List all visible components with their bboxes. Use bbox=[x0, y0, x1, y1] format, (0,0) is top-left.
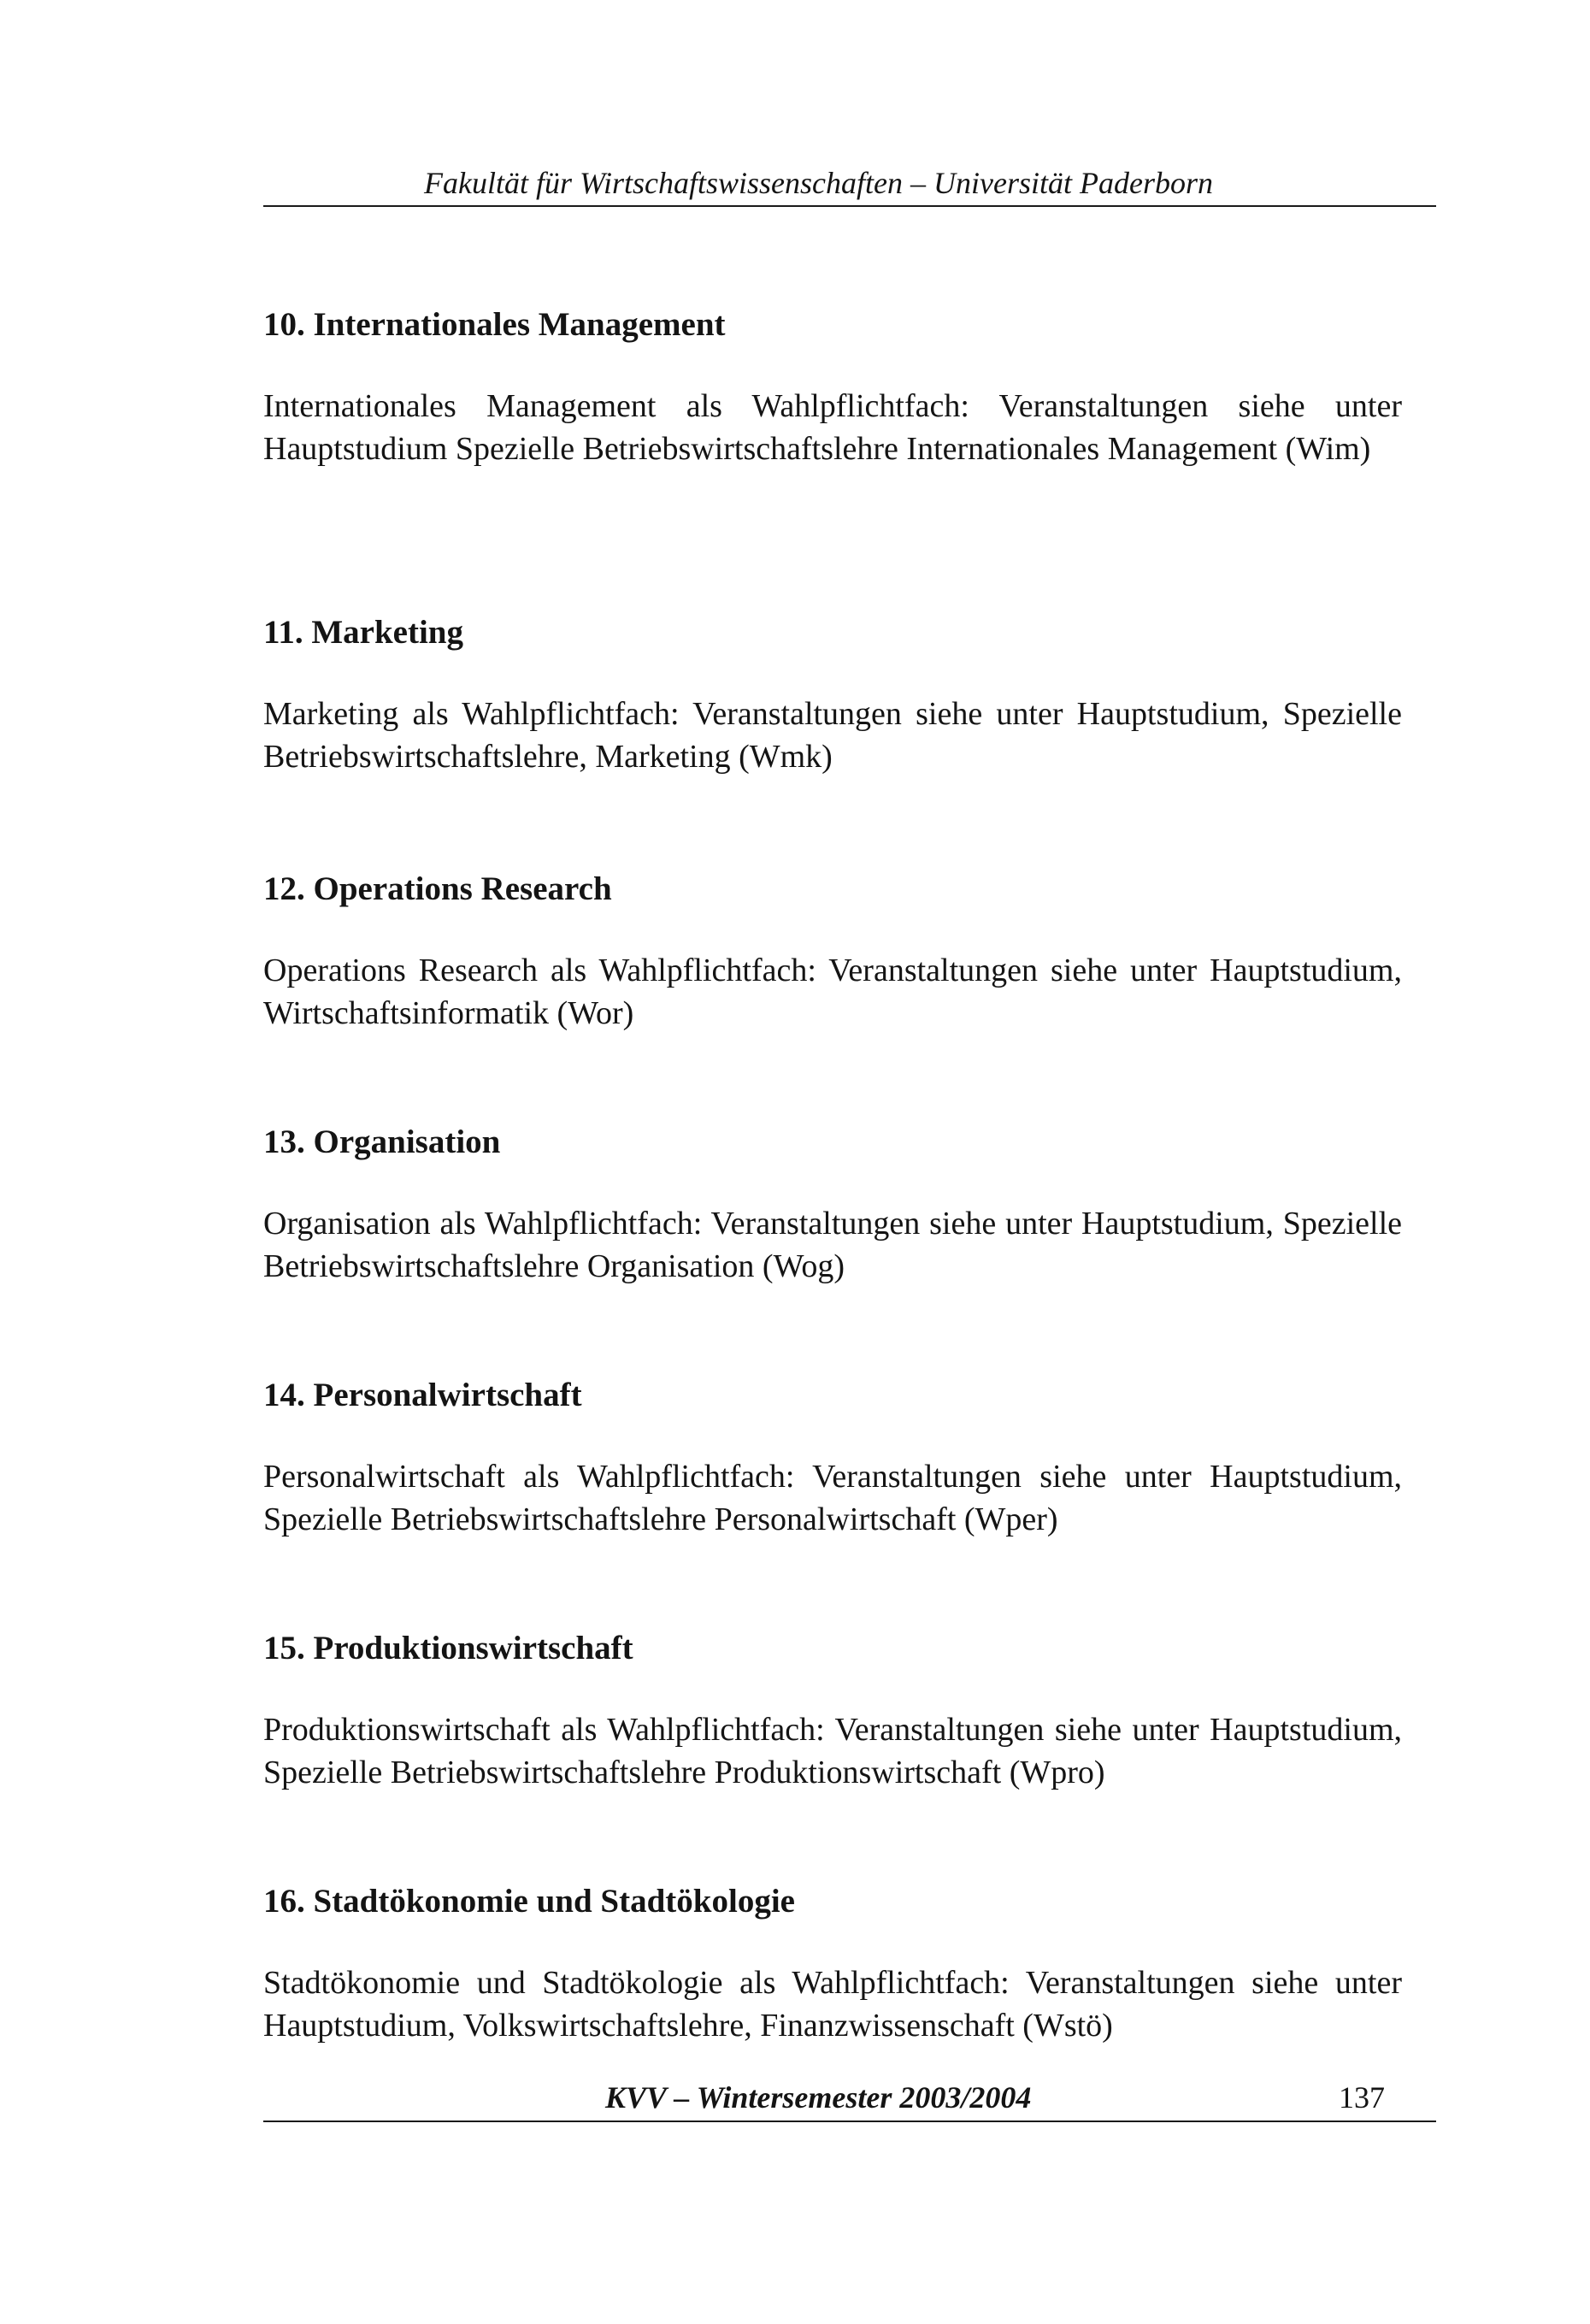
section-marketing bbox=[263, 612, 1402, 778]
section-body: Stadtökonomie und Stadtökologie als Wahlpflichtfach: Veranstaltungen siehe unter Hauptstudium, Volkswirtschaftslehre, Finanzwissenschaft (Wstö) bbox=[263, 1965, 1402, 2044]
section-body: Organisation als Wahlpflichtfach: Veranstaltungen siehe unter Hauptstudium, Spezielle Betriebswirtschaftslehre Organisation (Wog) bbox=[263, 1206, 1402, 1284]
section-heading: 13. Organisation bbox=[263, 1124, 501, 1160]
section-body: Operations Research als Wahlpflichtfach: Veranstaltungen siehe unter Hauptstudium, Wirtschaftsinformatik (Wor) bbox=[263, 953, 1402, 1031]
section-produktionswirtschaft bbox=[263, 1628, 1402, 1794]
section-heading: 12. Operations Research bbox=[263, 870, 612, 907]
page-number: 137 bbox=[1339, 2080, 1385, 2115]
section-body: Marketing als Wahlpflichtfach: Veranstaltungen siehe unter Hauptstudium, Spezielle Betriebswirtschaftslehre, Marketing (Wmk) bbox=[263, 696, 1402, 775]
section-heading: 16. Stadtökonomie und Stadtökologie bbox=[263, 1883, 795, 1920]
section-heading: 11. Marketing bbox=[263, 614, 463, 651]
section-body: Produktionswirtschaft als Wahlpflichtfach: Veranstaltungen siehe unter Hauptstudium, Spezielle Betriebswirtschaftslehre Produktionswirtschaft (Wpro) bbox=[263, 1712, 1402, 1790]
section-body: Personalwirtschaft als Wahlpflichtfach: Veranstaltungen siehe unter Hauptstudium, Spezielle Betriebswirtschaftslehre Personalwirtschaft (Wper) bbox=[263, 1459, 1402, 1537]
section-stadtoekonomie bbox=[263, 1881, 1402, 2047]
footer-title: KVV – Wintersemester 2003/2004 bbox=[605, 2080, 1032, 2115]
section-organisation bbox=[263, 1122, 1402, 1288]
section-heading: 14. Personalwirtschaft bbox=[263, 1377, 582, 1413]
page-footer bbox=[263, 2078, 1436, 2122]
section-body: Internationales Management als Wahlpflichtfach: Veranstaltungen siehe unter Hauptstudium Spezielle Betriebswirtschaftslehre Internationales Management (Wim) bbox=[263, 388, 1402, 467]
section-heading: 10. Internationales Management bbox=[263, 306, 726, 343]
section-personalwirtschaft bbox=[263, 1375, 1402, 1541]
section-operations-research bbox=[263, 869, 1402, 1035]
section-internationales-management bbox=[263, 304, 1402, 470]
section-heading: 15. Produktionswirtschaft bbox=[263, 1630, 633, 1666]
header-text: Fakultät für Wirtschaftswissenschaften – Universität Paderborn bbox=[424, 166, 1213, 200]
page-header bbox=[263, 164, 1436, 207]
